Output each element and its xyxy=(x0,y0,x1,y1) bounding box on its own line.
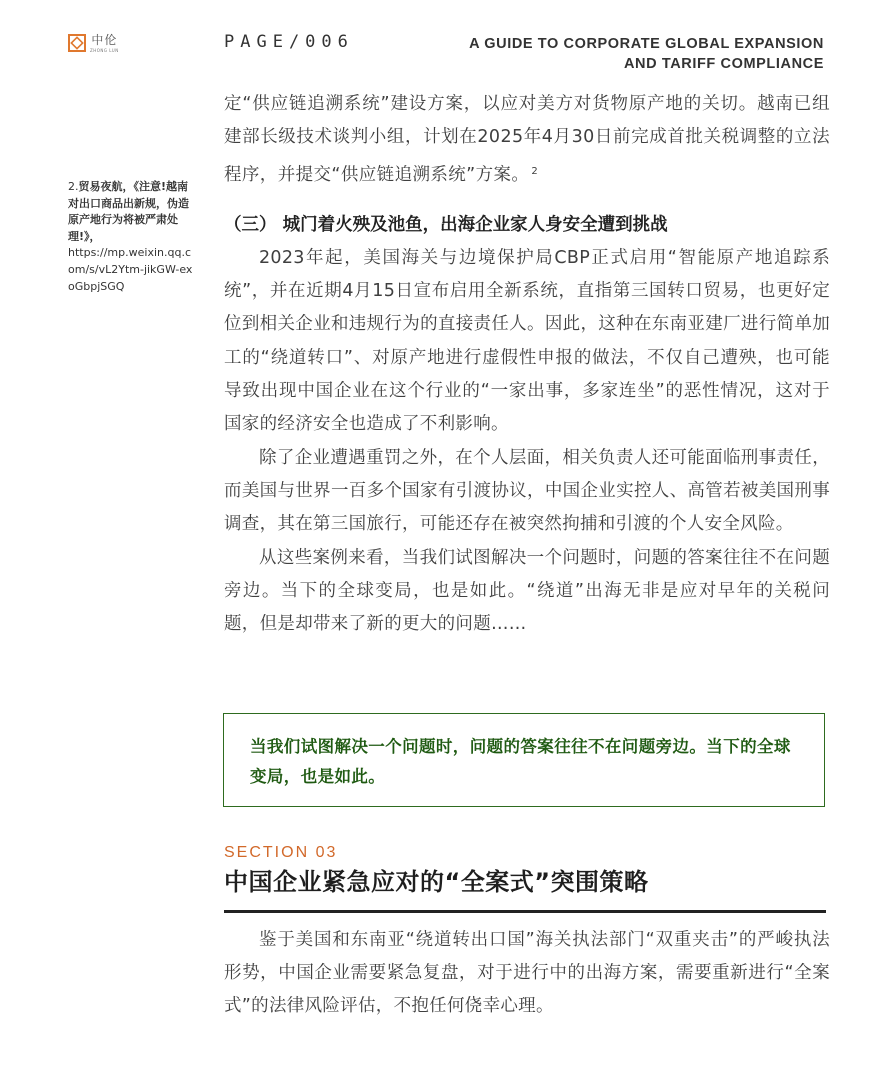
section-label: SECTION 03 xyxy=(224,844,338,861)
zhonglun-logo-icon xyxy=(68,34,86,52)
running-title-line-2: AND TARIFF COMPLIANCE xyxy=(623,56,824,72)
body-paragraph: 从这些案例来看，当我们试图解决一个问题时，问题的答案往往不在问题旁边。当下的全球变局，也是如此。“绕道”出海无非是应对早年的关税问题，但是却带来了新的更大的问题…… xyxy=(224,547,830,635)
footnote xyxy=(68,179,194,295)
section-paragraph: 鉴于美国和东南亚“绕道转出口国”海关执法部门“双重夹击”的严峻执法形势，中国企业需要紧急复盘，对于进行中的出海方案，需要重新进行“全案式”的法律风险评估，不抱任何侥幸心理。 xyxy=(224,930,830,1016)
paragraph-continued-text: 定“供应链追溯系统”建设方案，以应对美方对货物原产地的关切。越南已组建部长级技术谈判小组，计划在2025年4月30日前完成首批关税调整的立法程序，并提交“供应链追溯系统”方案。 xyxy=(224,94,830,185)
callout-text: 当我们试图解决一个问题时，问题的答案往往不在问题旁边。当下的全球变局，也是如此。 xyxy=(250,737,791,786)
body-paragraph: 除了企业遭遇重罚之外，在个人层面，相关负责人还可能面临刑事责任，而美国与世界一百多个国家有引渡协议，中国企业实控人、高管若被美国刑事调查，其在第三国旅行，可能还存在被突然拘捕和引渡的个人安全风险。 xyxy=(224,447,830,535)
footnote-url: https://mp.weixin.qq.com/s/vL2Ytm-jikGW-exoGbpjSGQ xyxy=(68,246,193,293)
subheading: （三） 城门着火殃及池鱼，出海企业家人身安全遭到挑战 xyxy=(224,214,668,235)
callout-box xyxy=(223,713,825,807)
section-title: 中国企业紧急应对的“全案式”突围策略 xyxy=(224,868,649,896)
running-title xyxy=(469,34,824,74)
footnote-ref: 2 xyxy=(531,165,539,177)
page-number: PAGE/006 xyxy=(224,32,354,52)
running-title-line-1: A GUIDE TO CORPORATE GLOBAL EXPANSION xyxy=(469,36,824,52)
logo-name: 中伦 xyxy=(91,33,118,47)
main-body xyxy=(224,88,830,641)
section-divider xyxy=(224,910,826,913)
brand-logo xyxy=(68,34,119,53)
logo-subtitle: ZHONG LUN xyxy=(90,48,119,53)
section-body xyxy=(224,924,830,1023)
body-paragraph: 2023年起，美国海关与边境保护局CBP正式启用“智能原产地追踪系统”，并在近期4月15日宣布启用全新系统，直指第三国转口贸易，也更好定位到相关企业和违规行为的直接责任人。因此，这种在东南亚建厂进行简单加工的“绕道转口”、对原产地进行虚假性申报的做法，不仅自己遭殃，也可能导致出现中国企业在这个行业的“一家出事，多家连坐”的恶性情况，这对于国家的经济安全也造成了不利影响。 xyxy=(224,247,830,435)
footnote-title: 贸易夜航，《注意!越南对出口商品出新规，伪造原产地行为将被严肃处理!》， xyxy=(68,180,189,243)
paragraph-continued xyxy=(224,88,830,192)
footnote-number: 2. xyxy=(68,180,79,193)
